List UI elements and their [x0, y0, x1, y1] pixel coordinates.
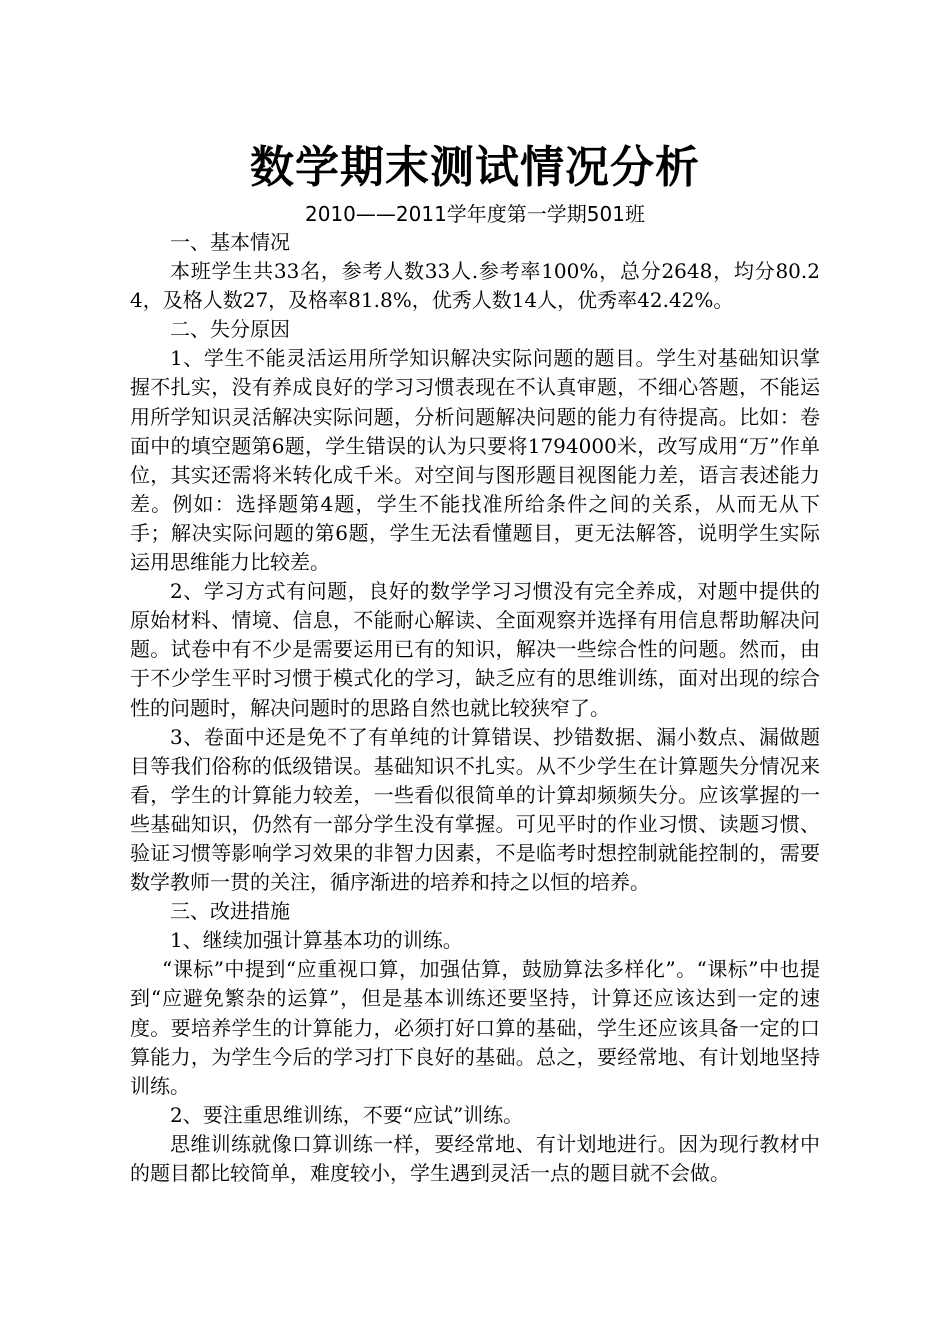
- section-heading-reasons: 二、失分原因: [170, 317, 290, 342]
- paragraph-reason-3: 3、卷面中还是免不了有单纯的计算错误、抄错数据、漏小数点、漏做题目等我们俗称的低级错误。基础知识不扎实。从不少学生在计算题失分情况来看，学生的计算能力较差，一些看似很简单的计算却频频失分。应该掌握的一些基础知识，仍然有一部分学生没有掌握。可见平时的作业习惯、读题习惯、验证习惯等影响学习效果的非智力因素，不是临考时想控制就能控制的，需要数学教师一贯的关注，循序渐进的培养和持之以恒的培养。: [130, 724, 820, 895]
- document-subtitle: 2010——2011学年度第一学期501班: [305, 202, 645, 226]
- paragraph-reason-2: 2、学习方式有问题，良好的数学学习习惯没有完全养成，对题中提供的原始材料、情境、信息，不能耐心解读、全面观察并选择有用信息帮助解决问题。试卷中有不少是需要运用已有的知识，解决一些综合性的问题。然而，由于不少学生平时习惯于模式化的学习，缺乏应有的思维训练，面对出现的综合性的问题时，解决问题时的思路自然也就比较狭窄了。: [130, 579, 820, 720]
- section-heading-measures: 三、改进措施: [170, 899, 290, 924]
- paragraph-measure-2: 思维训练就像口算训练一样，要经常地、有计划地进行。因为现行教材中的题目都比较简单，难度较小，学生遇到灵活一点的题目就不会做。: [130, 1131, 820, 1185]
- paragraph-measure-1: “课标”中提到“应重视口算，加强估算，鼓励算法多样化”。“课标”中也提到“应避免繁杂的运算”，但是基本训练还要坚持，计算还应该达到一定的速度。要培养学生的计算能力，必须打好口算的基础，学生还应该具备一定的口算能力，为学生今后的学习打下良好的基础。总之，要经常地、有计划地坚持训练。: [130, 957, 820, 1098]
- section-heading-basic: 一、基本情况: [170, 230, 290, 254]
- paragraph-reason-1: 1、学生不能灵活运用所学知识解决实际问题的题目。学生对基础知识掌握不扎实，没有养成良好的学习习惯表现在不认真审题，不细心答题，不能运用所学知识灵活解决实际问题，分析问题解决问题的能力有待提高。比如：卷面中的填空题第6题，学生错误的认为只要将1794000米，改写成用“万”作单位，其实还需将米转化成千米。对空间与图形题目视图能力差，语言表述能力差。例如：选择题第4题，学生不能找准所给条件之间的关系，从而无从下手；解决实际问题的第6题，学生无法看懂题目，更无法解答，说明学生实际运用思维能力比较差。: [130, 346, 820, 575]
- document-title: 数学期末测试情况分析: [250, 142, 700, 193]
- document-body: [130, 228, 820, 1188]
- measure-heading-2: 2、要注重思维训练，不要“应试”训练。: [170, 1102, 524, 1127]
- measure-heading-1: 1、继续加强计算基本功的训练。: [170, 928, 463, 953]
- paragraph-basic-stats: 本班学生共33名，参考人数33人.参考率100%，总分2648，均分80.24，及格人数27，及格率81.8%，优秀人数14人，优秀率42.42%。: [130, 259, 820, 313]
